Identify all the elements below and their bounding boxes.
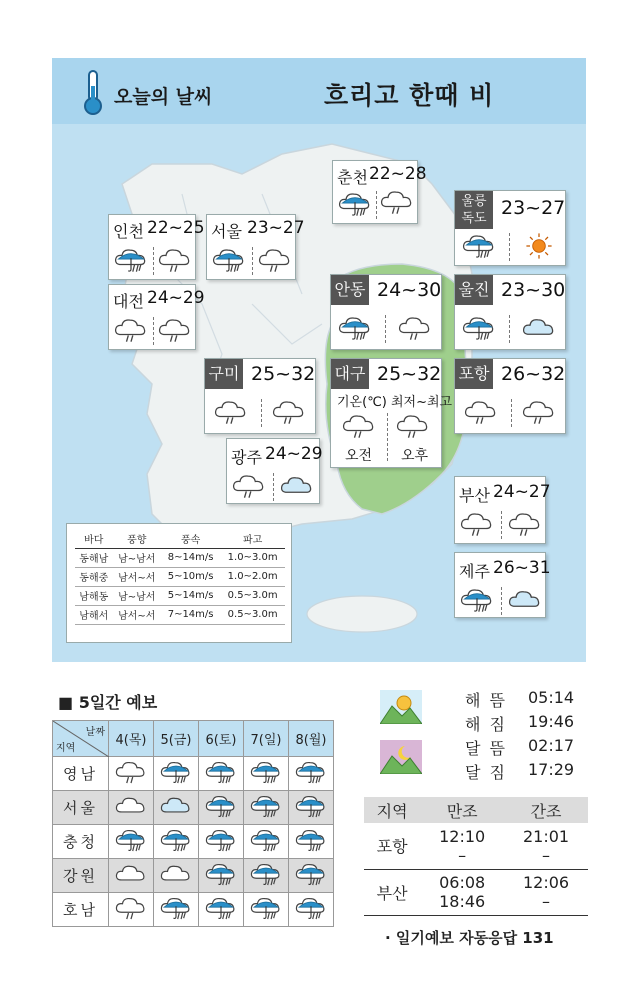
sea-header: 풍향	[113, 530, 161, 548]
sea-row	[75, 567, 285, 586]
moonset-label: 달 짐	[465, 763, 507, 782]
drizzle-cloud-icon	[213, 397, 249, 427]
am-label: 오전	[345, 448, 373, 464]
city-name-line2: 독도	[461, 211, 487, 226]
forecast-day-header: 5(금)	[154, 721, 199, 757]
city-temp: 24~29	[265, 444, 323, 464]
forecast-row	[53, 757, 334, 791]
rain-cloud-icon	[461, 313, 497, 343]
drizzle-cloud-icon	[257, 245, 293, 275]
city-card-daegu	[330, 358, 453, 468]
sea-cell: 남~남서	[113, 548, 161, 567]
forecast-cell	[199, 825, 244, 859]
drizzle-cloud-icon	[114, 758, 148, 786]
drizzle-cloud-icon	[459, 509, 495, 539]
sea-row	[75, 548, 285, 567]
rain-cloud-icon	[114, 826, 148, 854]
moonrise-time: 02:17	[528, 736, 575, 755]
forecast-cell	[244, 859, 289, 893]
forecast-region: 강원	[53, 859, 109, 893]
tide-high-2: –	[458, 845, 467, 865]
forecast-cell	[289, 859, 334, 893]
tide-region: 포항	[364, 823, 420, 869]
tide-low	[504, 869, 588, 915]
city-card-seoul	[206, 214, 305, 280]
forecast-cell	[244, 825, 289, 859]
rain-cloud-icon	[204, 894, 238, 922]
tide-high-2: 18:46	[439, 892, 486, 911]
forecast-row	[53, 859, 334, 893]
drizzle-cloud-icon	[507, 509, 543, 539]
sea-cell: 동해중	[75, 567, 113, 586]
cloud-icon	[507, 585, 543, 615]
city-name-line1: 울릉	[461, 194, 487, 209]
cloud-icon	[159, 792, 193, 820]
sea-cell: 7~14m/s	[161, 605, 220, 624]
drizzle-cloud-icon	[521, 397, 557, 427]
today-weather-label: 오늘의 날씨	[114, 86, 213, 108]
sea-cell: 1.0~3.0m	[220, 548, 285, 567]
drizzle-cloud-icon	[397, 313, 433, 343]
rain-cloud-icon	[459, 585, 495, 615]
forecast-cell	[154, 825, 199, 859]
city-badge	[455, 191, 493, 229]
sea-cell: 남해동	[75, 586, 113, 605]
city-name: 춘천	[337, 168, 368, 187]
auto-response-info: · 일기예보 자동응답 131	[385, 929, 554, 947]
forecast-cell	[109, 893, 154, 927]
tide-low-1: 21:01	[523, 826, 570, 846]
five-day-forecast-table	[52, 720, 334, 927]
forecast-cell	[199, 791, 244, 825]
forecast-region: 호남	[53, 893, 109, 927]
city-card-pohang	[454, 358, 566, 434]
city-card-andong	[330, 274, 442, 350]
city-badge: 안동	[331, 275, 369, 305]
rain-cloud-icon	[204, 860, 238, 888]
cloud-icon	[521, 313, 557, 343]
forecast-cell	[244, 791, 289, 825]
forecast-cell	[154, 791, 199, 825]
weather-headline: 흐리고 한때 비	[324, 81, 495, 110]
forecast-row	[53, 893, 334, 927]
tide-low	[504, 823, 588, 869]
city-card-gumi	[204, 358, 316, 434]
rain-cloud-icon	[249, 894, 283, 922]
tide-header-low: 간조	[504, 797, 588, 823]
sea-header: 파고	[220, 530, 285, 548]
sea-cell: 남~남서	[113, 586, 161, 605]
forecast-title-text: 5일간 예보	[78, 693, 158, 712]
sea-cell: 5~14m/s	[161, 586, 220, 605]
tide-header-high: 만조	[420, 797, 504, 823]
city-card-jeju	[454, 552, 551, 618]
sun-icon	[521, 231, 557, 261]
drizzle-cloud-icon	[379, 187, 415, 217]
city-temp: 25~32	[377, 363, 442, 385]
city-temp: 24~29	[147, 288, 205, 308]
rain-cloud-icon	[294, 758, 328, 786]
cloud-icon	[279, 471, 315, 501]
cloud-icon	[114, 860, 148, 888]
city-card-daejeon	[108, 284, 205, 350]
forecast-cell	[244, 893, 289, 927]
forecast-cell	[154, 757, 199, 791]
city-temp: 24~30	[377, 279, 442, 301]
tide-low-2: –	[542, 845, 551, 865]
forecast-cell	[154, 893, 199, 927]
sunrise-sunset-icon	[380, 690, 422, 724]
temp-legend: 기온(℃) 최저~최고	[337, 395, 453, 410]
rain-cloud-icon	[249, 758, 283, 786]
tide-row-busan	[364, 869, 588, 915]
rain-cloud-icon	[159, 894, 193, 922]
sea-header: 풍속	[161, 530, 220, 548]
city-name: 서울	[211, 222, 242, 241]
sea-row	[75, 605, 285, 624]
rain-cloud-icon	[337, 313, 373, 343]
sunset-label: 해 짐	[465, 715, 507, 734]
title-bar	[52, 58, 586, 124]
sea-cell: 0.5~3.0m	[220, 605, 285, 624]
forecast-cell	[109, 825, 154, 859]
forecast-region: 영남	[53, 757, 109, 791]
city-name: 제주	[459, 562, 490, 581]
drizzle-cloud-icon	[395, 411, 431, 441]
forecast-cell	[289, 893, 334, 927]
city-card-uljin	[454, 274, 566, 350]
city-temp: 23~27	[501, 197, 566, 219]
city-temp: 25~32	[251, 363, 316, 385]
sea-cell: 남해서	[75, 605, 113, 624]
sea-cell: 0.5~3.0m	[220, 586, 285, 605]
tide-header-region: 지역	[364, 797, 420, 823]
tide-low-2: –	[542, 892, 551, 911]
city-temp: 26~31	[493, 558, 551, 578]
city-name: 광주	[231, 448, 262, 467]
city-temp: 22~25	[147, 218, 205, 238]
forecast-cell	[109, 791, 154, 825]
city-temp: 23~30	[501, 279, 566, 301]
rain-cloud-icon	[294, 826, 328, 854]
moonset-time: 17:29	[528, 760, 575, 779]
forecast-row	[53, 791, 334, 825]
thermometer-icon	[80, 68, 106, 116]
rain-cloud-icon	[294, 860, 328, 888]
rain-cloud-icon	[113, 245, 149, 275]
forecast-region: 충청	[53, 825, 109, 859]
corner-header	[53, 721, 109, 757]
city-card-chuncheon	[332, 160, 427, 224]
sea-cell: 1.0~2.0m	[220, 567, 285, 586]
forecast-cell	[244, 757, 289, 791]
rain-cloud-icon	[204, 826, 238, 854]
rain-cloud-icon	[294, 894, 328, 922]
city-card-incheon	[108, 214, 205, 280]
today-weather-panel	[52, 58, 586, 662]
city-card-gwangju	[226, 438, 323, 504]
city-badge: 포항	[455, 359, 493, 389]
forecast-row	[53, 825, 334, 859]
tide-high-1: 12:10	[439, 826, 486, 846]
forecast-cell	[199, 859, 244, 893]
forecast-day-header: 6(토)	[199, 721, 244, 757]
rain-cloud-icon	[461, 231, 497, 261]
rain-cloud-icon	[249, 860, 283, 888]
corner-date-label: 날짜	[85, 727, 105, 738]
city-name: 대전	[113, 292, 144, 311]
forecast-cell	[289, 791, 334, 825]
forecast-day-header: 4(목)	[109, 721, 154, 757]
sea-header: 바다	[75, 530, 113, 548]
forecast-cell	[109, 859, 154, 893]
city-name: 부산	[459, 486, 490, 505]
rain-cloud-icon	[204, 758, 238, 786]
city-name: 인천	[113, 222, 144, 241]
pm-label: 오후	[401, 448, 429, 464]
forecast-cell	[109, 757, 154, 791]
forecast-cell	[289, 825, 334, 859]
drizzle-cloud-icon	[341, 411, 377, 441]
forecast-day-header: 8(월)	[289, 721, 334, 757]
tide-low-1: 12:06	[523, 873, 570, 892]
sea-row	[75, 586, 285, 605]
city-badge: 대구	[331, 359, 369, 389]
forecast-cell	[199, 757, 244, 791]
city-temp: 26~32	[501, 363, 566, 385]
city-temp: 24~27	[493, 482, 551, 502]
rain-cloud-icon	[337, 189, 373, 219]
tide-high	[420, 869, 504, 915]
sea-conditions-table	[66, 523, 292, 643]
drizzle-cloud-icon	[157, 315, 193, 345]
tide-region: 부산	[364, 869, 420, 915]
rain-cloud-icon	[249, 826, 283, 854]
forecast-title: ■ 5일간 예보	[58, 693, 158, 712]
sunset-time: 19:46	[528, 712, 575, 731]
drizzle-cloud-icon	[113, 315, 149, 345]
forecast-day-header: 7(일)	[244, 721, 289, 757]
city-card-ulleung-dokdo	[454, 190, 566, 266]
tide-high	[420, 823, 504, 869]
forecast-cell	[199, 893, 244, 927]
sunrise-time: 05:14	[528, 688, 575, 707]
rain-cloud-icon	[249, 792, 283, 820]
sea-cell: 남서~서	[113, 567, 161, 586]
cloud-icon	[159, 860, 193, 888]
moonrise-moonset-icon	[380, 740, 422, 774]
city-temp: 23~27	[247, 218, 305, 238]
rain-cloud-icon	[211, 245, 247, 275]
forecast-region: 서울	[53, 791, 109, 825]
rain-cloud-icon	[204, 792, 238, 820]
rain-cloud-icon	[159, 826, 193, 854]
city-card-busan	[454, 476, 551, 544]
corner-region-label: 지역	[56, 743, 76, 754]
sea-cell: 남서~서	[113, 605, 161, 624]
city-badge: 구미	[205, 359, 243, 389]
rain-cloud-icon	[159, 758, 193, 786]
sea-cell: 5~10m/s	[161, 567, 220, 586]
tide-high-1: 06:08	[439, 873, 486, 892]
drizzle-cloud-icon	[231, 471, 267, 501]
sunrise-label: 해 뜸	[465, 691, 507, 710]
sea-cell: 8~14m/s	[161, 548, 220, 567]
drizzle-cloud-icon	[463, 397, 499, 427]
tide-table	[364, 797, 588, 916]
drizzle-cloud-icon	[271, 397, 307, 427]
drizzle-cloud-icon	[114, 894, 148, 922]
city-temp: 22~28	[369, 164, 427, 184]
moonrise-label: 달 뜸	[465, 739, 507, 758]
forecast-cell	[289, 757, 334, 791]
sea-cell: 동해남	[75, 548, 113, 567]
cloud-icon	[114, 792, 148, 820]
tide-row-pohang	[364, 823, 588, 869]
forecast-cell	[154, 859, 199, 893]
city-badge: 울진	[455, 275, 493, 305]
drizzle-cloud-icon	[157, 245, 193, 275]
rain-cloud-icon	[294, 792, 328, 820]
